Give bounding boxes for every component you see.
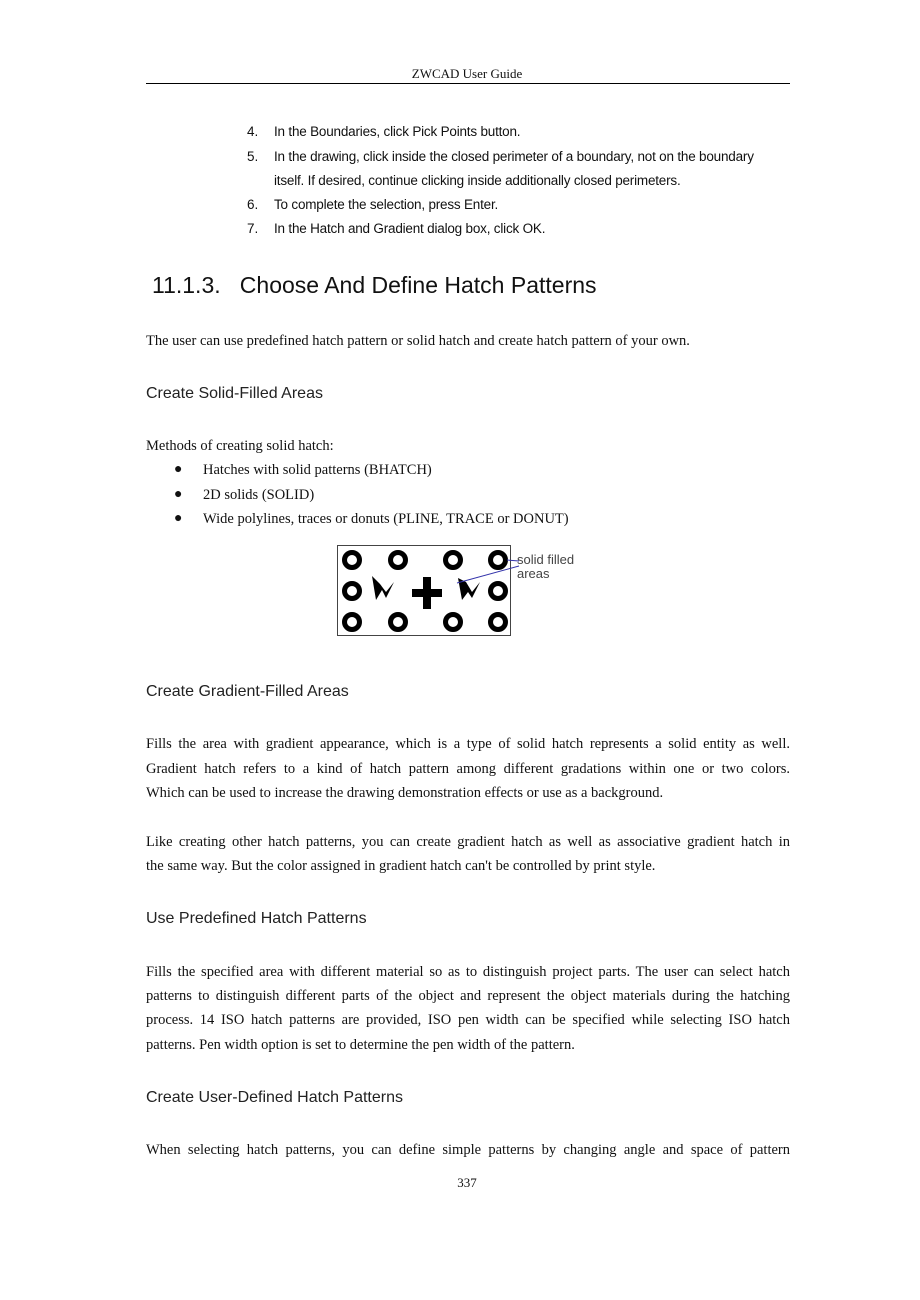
page-number: 337 — [457, 1175, 477, 1190]
donut-icon — [443, 612, 463, 632]
bullet-text: 2D solids (SOLID) — [203, 487, 315, 503]
paragraph-line: Fills the area with gradient appearance, which is a type of solid hatch represents a solid entity as well. — [146, 736, 790, 752]
step-text: In the drawing, click inside the closed perimeter of a boundary, not on the boundary — [274, 149, 754, 164]
solid-lead: Methods of creating solid hatch: — [146, 438, 334, 454]
step-text: To complete the selection, press Enter. — [274, 197, 499, 212]
figure-label: solid filled areas — [517, 552, 575, 581]
paragraph-line: patterns to distinguish different parts of the object and represent the object materials during the hatching — [146, 988, 790, 1004]
donut-icon — [342, 612, 362, 632]
step-text: itself. If desired, continue clicking inside additionally closed perimeters. — [274, 173, 681, 188]
subheading-userdefined: Create User-Defined Hatch Patterns — [146, 1089, 403, 1106]
header-rule — [146, 83, 790, 84]
step-number: 5. — [247, 149, 259, 164]
bullet-text: Hatches with solid patterns (BHATCH) — [203, 462, 432, 478]
bullet-icon: ● — [174, 462, 183, 477]
subheading-solid: Create Solid-Filled Areas — [146, 385, 323, 402]
donut-icon — [342, 581, 362, 601]
paragraph-line: patterns. Pen width option is set to determine the pen width of the pattern. — [146, 1037, 575, 1053]
paragraph-line: the same way. But the color assigned in gradient hatch can't be controlled by print style. — [146, 858, 656, 874]
step-number: 6. — [247, 197, 259, 212]
bullet-text: Wide polylines, traces or donuts (PLINE, TRACE or DONUT) — [203, 511, 569, 527]
paragraph-line: Which can be used to increase the drawing demonstration effects or use as a background. — [146, 785, 664, 801]
donut-icon — [342, 550, 362, 570]
bullet-icon: ● — [174, 487, 183, 502]
bullet-icon: ● — [174, 511, 183, 526]
paragraph-line: Gradient hatch refers to a kind of hatch pattern among different gradations within one or two colors. — [146, 761, 790, 777]
donut-icon — [488, 612, 508, 632]
solid-polygon-icon — [368, 574, 398, 604]
section-heading: 11.1.3. Choose And Define Hatch Patterns — [152, 272, 597, 298]
subheading-gradient: Create Gradient-Filled Areas — [146, 683, 349, 700]
step-text: In the Hatch and Gradient dialog box, click OK. — [274, 221, 546, 236]
donut-icon — [388, 550, 408, 570]
step-text: In the Boundaries, click Pick Points button. — [274, 124, 521, 139]
paragraph-line: When selecting hatch patterns, you can define simple patterns by changing angle and space of pattern — [146, 1142, 790, 1158]
cross-shape — [423, 577, 431, 609]
paragraph-line: Like creating other hatch patterns, you can create gradient hatch as well as associative gradient hatch in — [146, 834, 790, 850]
paragraph-line: process. 14 ISO hatch patterns are provided, ISO pen width can be specified while selecting ISO hatch — [146, 1012, 790, 1028]
step-number: 7. — [247, 221, 259, 236]
subheading-predefined: Use Predefined Hatch Patterns — [146, 910, 367, 927]
leader-lines — [455, 558, 520, 588]
section-intro: The user can use predefined hatch pattern or solid hatch and create hatch pattern of your own. — [146, 333, 690, 349]
paragraph-line: Fills the specified area with different material so as to distinguish project parts. The user can select hatch — [146, 964, 790, 980]
running-header: ZWCAD User Guide — [411, 66, 523, 81]
step-number: 4. — [247, 124, 259, 139]
donut-icon — [388, 612, 408, 632]
